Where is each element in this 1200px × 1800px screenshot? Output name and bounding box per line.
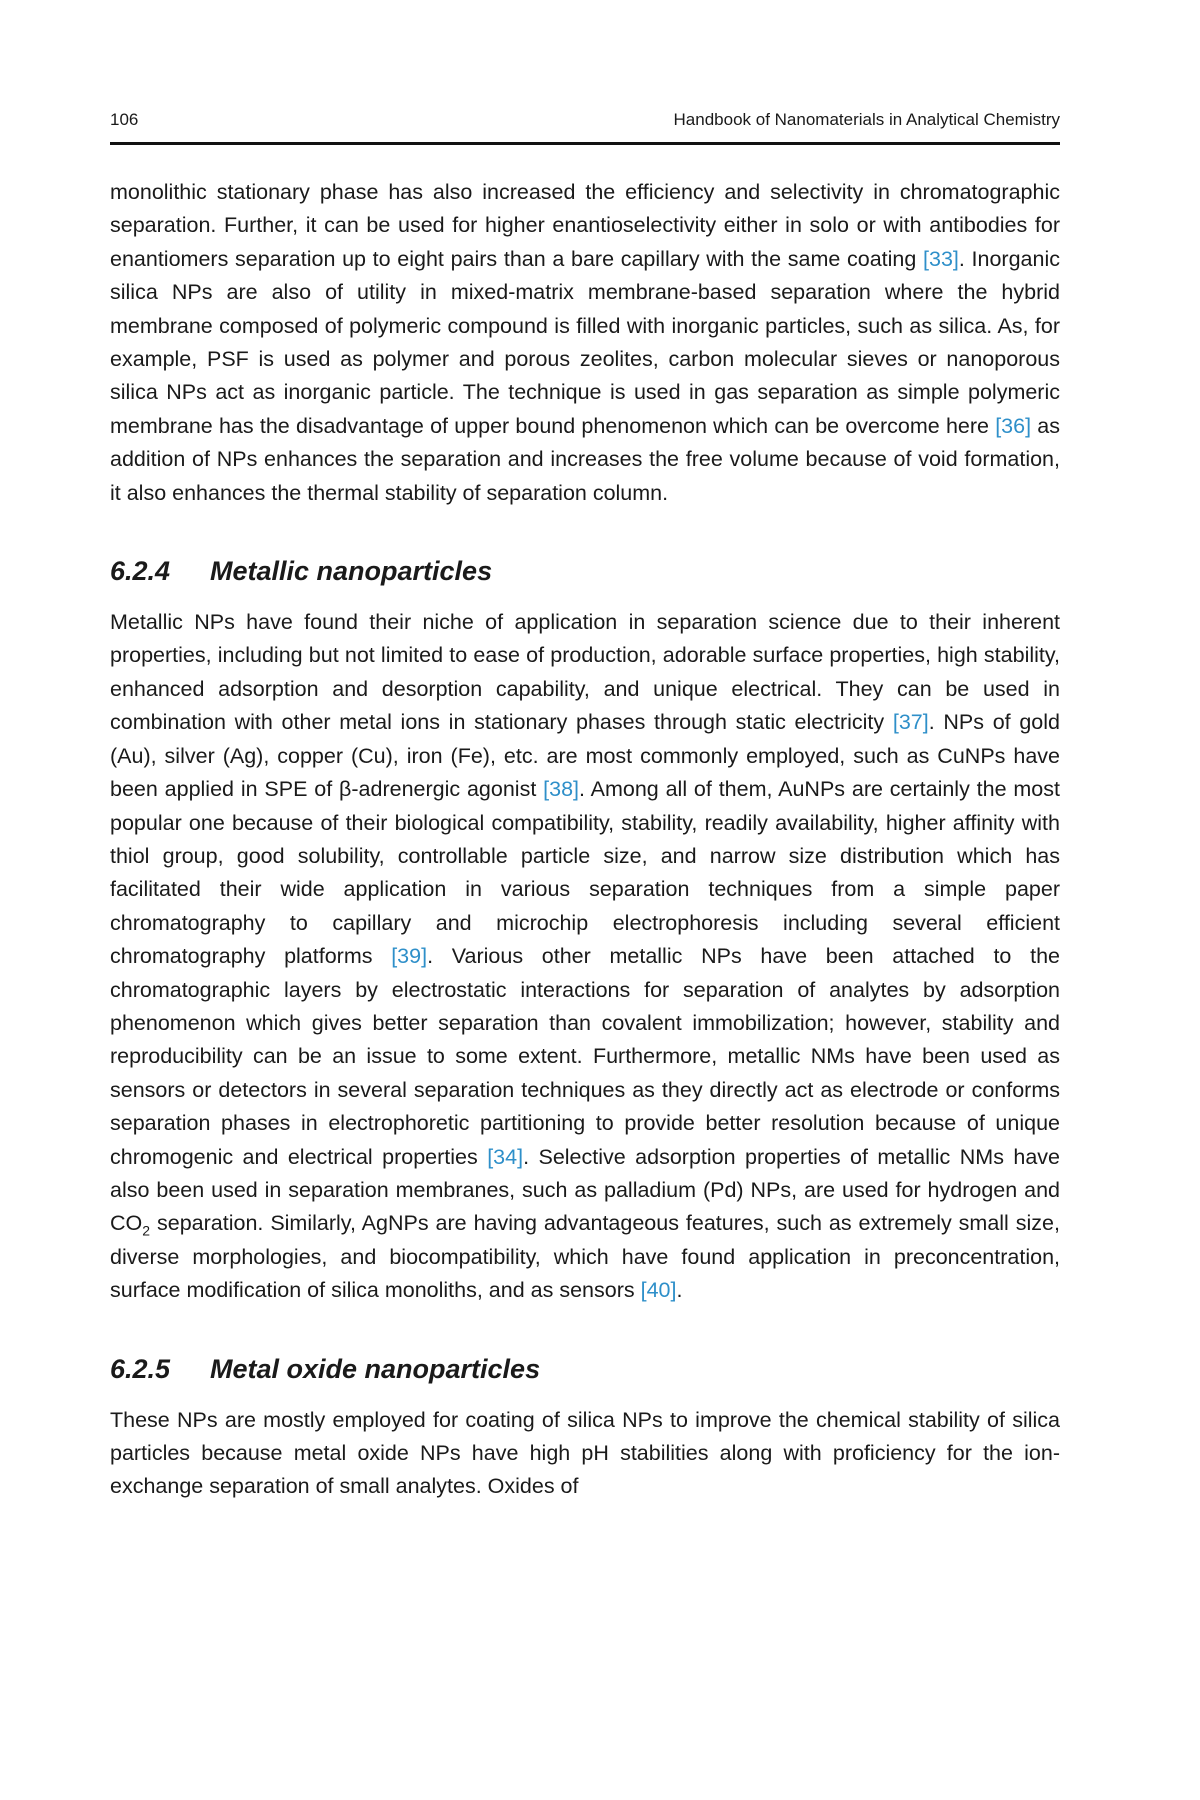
book-title: Handbook of Nanomaterials in Analytical Chemistry	[673, 110, 1060, 129]
text-run: . Among all of them, AuNPs are certainly the most popular one because of their biological compatibility, stability, readily availability, higher affinity with thiol group, good solubility, controllable particle size, and narrow size distribution which has facilitated their wide application in various separation techniques from a simple paper chromatography to capillary and microchip electrophoresis including several efficient chromatography platforms	[110, 777, 1060, 969]
paragraph-metal-oxide	[110, 1404, 1060, 1504]
text-run: .	[676, 1278, 683, 1303]
text-run: . Inorganic silica NPs are also of utility in mixed-matrix membrane-based separation where the hybrid membrane composed of polymeric compound is filled with inorganic particles, such as silica. As, for example, PSF is used as polymer and porous zeolites, carbon molecular sieves or nanoporous silica NPs act as inorganic particle. The technique is used in gas separation as simple polymeric membrane has the disadvantage of upper bound phenomenon which can be overcome here	[110, 246, 1060, 438]
text-run: monolithic stationary phase has also increased the efficiency and selectivity in chromatographic separation. Further, it can be used for higher enantioselectivity either in solo or with antibodies for enantiomers separation up to eight pairs than a bare capillary with the same coating	[110, 180, 1060, 271]
text-run: Metallic NPs have found their niche of application in separation science due to their inherent properties, including but not limited to ease of production, adorable surface properties, high stability, enhanced adsorption and desorption capability, and unique electrical. They can be used in combination with other metal ions in stationary phases through static electricity	[110, 610, 1060, 735]
citation-link[interactable]: [39]	[391, 944, 428, 969]
running-head	[110, 108, 1060, 145]
citation-link[interactable]: [34]	[487, 1144, 524, 1169]
text-run: . NPs of gold (Au), silver (Ag), copper (Cu), iron (Fe), etc. are most commonly employed, such as CuNPs have been applied in SPE of β-adrenergic agonist	[110, 710, 1061, 802]
section-heading-metallic	[110, 554, 1060, 588]
section-heading-metal-oxide	[110, 1352, 1060, 1386]
paragraph-silica-membranes	[110, 176, 1060, 510]
subscript: 2	[142, 1222, 151, 1239]
citation-link[interactable]: [36]	[995, 413, 1032, 438]
citation-link[interactable]: [37]	[892, 710, 929, 735]
paragraph-metallic-nanoparticles	[110, 606, 1060, 1308]
citation-link[interactable]: [38]	[543, 777, 580, 802]
citation-link[interactable]: [40]	[640, 1278, 677, 1303]
section-title: Metal oxide nanoparticles	[210, 1353, 541, 1384]
section-number: 6.2.4	[110, 556, 171, 587]
text-run: separation. Similarly, AgNPs are having advantageous features, such as extremely small size, diverse morphologies, and biocompatibility, which have found application in preconcentration, surface modification of silica monoliths, and as sensors	[110, 1211, 1060, 1303]
text-run: as addition of NPs enhances the separation and increases the free volume because of void formation, it also enhances the thermal stability of separation column.	[110, 413, 1060, 505]
citation-link[interactable]: [33]	[923, 246, 959, 271]
page-number: 106	[110, 110, 139, 129]
section-number: 6.2.5	[110, 1353, 171, 1384]
section-title: Metallic nanoparticles	[210, 556, 493, 587]
text-run: . Selective adsorption properties of metallic NMs have also been used in separation membranes, such as palladium (Pd) NPs, are used for hydrogen and CO	[110, 1144, 1061, 1236]
text-run: . Various other metallic NPs have been attached to the chromatographic layers by electrostatic interactions for separation of analytes by adsorption phenomenon which gives better separation than covalent immobilization; however, stability and reproducibility can be an issue to some extent. Furthermore, metallic NMs have been used as sensors or detectors in several separation techniques as they directly act as electrode or conforms separation phases in electrophoretic partitioning to provide better resolution because of unique chromogenic and electrical properties	[110, 944, 1060, 1169]
page	[110, 108, 1060, 1504]
text-run: These NPs are mostly employed for coating of silica NPs to improve the chemical stability of silica particles because metal oxide NPs have high pH stabilities along with proficiency for the ion-exchange separation of small analytes. Oxides of	[110, 1407, 1060, 1499]
